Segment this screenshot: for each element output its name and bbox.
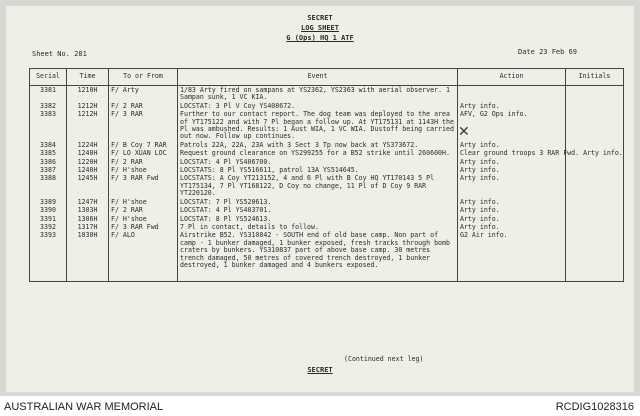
initials-cell [566, 215, 624, 223]
event-cell: Further to our contact report. The dog team was deployed to the area of YT175122 and with 7 Pl began a follow up. At YT175131 at 1143H the Pl was ambushed. Results: 1 Aust WIA, 1 VC WIA. Dustoff being carried out now. Follow up continues. [178, 110, 458, 141]
time-cell: 1247H [67, 198, 109, 206]
serial-cell: 3385 [30, 149, 67, 157]
footer-archive-name: AUSTRALIAN WAR MEMORIAL [4, 401, 164, 413]
event-cell: LOCSTAT: 4 Pl YS406700. [178, 158, 458, 166]
column-header-to-from: To or From [109, 69, 178, 86]
table-row [30, 158, 624, 166]
serial-cell: 3386 [30, 158, 67, 166]
column-header-action: Action [458, 69, 566, 86]
time-cell: 1212H [67, 102, 109, 110]
column-header-serial: Serial [30, 69, 67, 86]
to-from-cell: F/ H'shoe [109, 166, 178, 174]
serial-cell: 3381 [30, 86, 67, 102]
action-cell: Arty info. [458, 223, 566, 231]
time-cell: 1240H [67, 149, 109, 157]
event-cell: 7 Pl in contact, details to follow. [178, 223, 458, 231]
table-row [30, 223, 624, 231]
serial-cell: 3389 [30, 198, 67, 206]
initials-cell [566, 206, 624, 214]
continued-note: (Continued next leg) [344, 355, 424, 363]
serial-cell: 3388 [30, 174, 67, 197]
to-from-cell: F/ 3 RAR Fwd [109, 174, 178, 197]
to-from-cell: F/ 2 RAR [109, 102, 178, 110]
action-cell: Arty info. [458, 102, 566, 110]
action-cell [458, 86, 566, 102]
action-cell: Arty info. [458, 166, 566, 174]
table-row [30, 166, 624, 174]
classification-top: SECRET [307, 14, 333, 22]
time-cell: 1220H [67, 158, 109, 166]
sheet-date [518, 48, 577, 56]
column-header-time: Time [67, 69, 109, 86]
time-cell: 1030H [67, 231, 109, 281]
initials-cell [566, 158, 624, 166]
sheet-number-label: Sheet No. [32, 50, 70, 58]
to-from-cell: F/ 3 RAR Fwd [109, 223, 178, 231]
initials-cell [566, 110, 624, 141]
serial-cell: 3382 [30, 102, 67, 110]
event-cell: LOCSTAT: 8 Pl YS524613. [178, 215, 458, 223]
initials-cell [566, 174, 624, 197]
to-from-cell: F/ Arty [109, 86, 178, 102]
time-cell: 1212H [67, 110, 109, 141]
date-label: Date [518, 48, 535, 56]
event-cell: LOCSTAT: 7 Pl YS520613. [178, 198, 458, 206]
table-row [30, 215, 624, 223]
log-sheet-title: LOG SHEET [301, 24, 339, 32]
log-table [29, 68, 624, 282]
to-from-cell: F/ B Coy 7 RAR [109, 141, 178, 149]
sheet-number [32, 50, 87, 58]
event-cell: LOCSTAT: 3 Pl V Coy YS408672. [178, 102, 458, 110]
unit-heading: G (Ops) HQ 1 ATF [286, 34, 354, 42]
action-cell: Arty info. [458, 206, 566, 214]
action-cell: Clear ground troops 3 RAR Fwd. Arty info. [458, 149, 566, 157]
handwritten-mark: ✕ [458, 124, 470, 140]
event-cell: Patrols 22A, 22A, 23A with 3 Sect 3 Tp now back at YS373672. [178, 141, 458, 149]
to-from-cell: F/ LO XUAN LOC [109, 149, 178, 157]
table-row [30, 198, 624, 206]
table-row [30, 206, 624, 214]
serial-cell: 3391 [30, 215, 67, 223]
serial-cell: 3392 [30, 223, 67, 231]
time-cell: 1303H [67, 206, 109, 214]
time-cell: 1240H [67, 166, 109, 174]
table-row [30, 149, 624, 157]
action-cell: Arty info. [458, 158, 566, 166]
to-from-cell: F/ 2 RAR [109, 206, 178, 214]
to-from-cell: F/ 3 RAR [109, 110, 178, 141]
table-row [30, 141, 624, 149]
table-row [30, 86, 624, 102]
to-from-cell: F/ ALO [109, 231, 178, 281]
time-cell: 1306H [67, 215, 109, 223]
time-cell: 1245H [67, 174, 109, 197]
action-cell: G2 Air info. [458, 231, 566, 281]
initials-cell [566, 166, 624, 174]
classification-bottom: SECRET [307, 366, 333, 374]
serial-cell: 3384 [30, 141, 67, 149]
action-cell: Arty info. [458, 141, 566, 149]
serial-cell: 3393 [30, 231, 67, 281]
table-row [30, 110, 624, 141]
serial-cell: 3383 [30, 110, 67, 141]
time-cell: 1224H [67, 141, 109, 149]
event-cell: Airstrike B52. YS310842 - SOUTH end of old base camp. Non part of camp - 1 bunker damaged, 1 bunker exposed, fresh tracks through bomb craters by bunkers. YS310837 part of above base camp. 30 metres trench damaged, 50 metres of covered trench destroyed, 1 bunker destroyed, 1 bunker damaged and 4 bunkers exposed. [178, 231, 458, 281]
event-cell: 1/83 Arty fired on sampans at YS2362, YS2363 with aerial observer. 1 Sampan sunk, 1 VC KIA. [178, 86, 458, 102]
table-row [30, 102, 624, 110]
initials-cell [566, 141, 624, 149]
initials-cell [566, 231, 624, 281]
initials-cell [566, 102, 624, 110]
action-cell: Arty info. [458, 174, 566, 197]
footer-record-id: RCDIG1028316 [555, 401, 634, 413]
column-header-event: Event [178, 69, 458, 86]
event-cell: LOCSTATS: A Coy YT213152, 4 and 6 Pl with B Coy HQ YT170143 5 Pl YT175134, 7 Pl YT168122, D Coy no change, 11 Pl of D Coy 9 RAR YT220120. [178, 174, 458, 197]
action-cell: Arty info. [458, 215, 566, 223]
serial-cell: 3390 [30, 206, 67, 214]
event-cell: LOCSTATS: 8 Pl YS516611, patrol 13A YS514645. [178, 166, 458, 174]
time-cell: 1210H [67, 86, 109, 102]
table-row [30, 231, 624, 281]
serial-cell: 3387 [30, 166, 67, 174]
event-cell: Request ground clearance on YS299255 for a B52 strike until 260600H. [178, 149, 458, 157]
event-cell: LOCSTAT: 4 Pl YS403701. [178, 206, 458, 214]
initials-cell [566, 86, 624, 102]
action-cell: Arty info. [458, 198, 566, 206]
sheet-number-value: 281 [74, 50, 87, 58]
table-header-row [30, 69, 624, 86]
initials-cell [566, 198, 624, 206]
to-from-cell: F/ H'shoe [109, 215, 178, 223]
action-cell: AFV, G2 Ops info. [458, 110, 566, 141]
to-from-cell: F/ 2 RAR [109, 158, 178, 166]
column-header-initials: Initials [566, 69, 624, 86]
log-entries [30, 86, 624, 282]
log-sheet-page [6, 6, 634, 392]
table-row [30, 174, 624, 197]
date-value: 23 Feb 69 [539, 48, 578, 56]
to-from-cell: F/ H'shoe [109, 198, 178, 206]
initials-cell [566, 223, 624, 231]
time-cell: 1317H [67, 223, 109, 231]
